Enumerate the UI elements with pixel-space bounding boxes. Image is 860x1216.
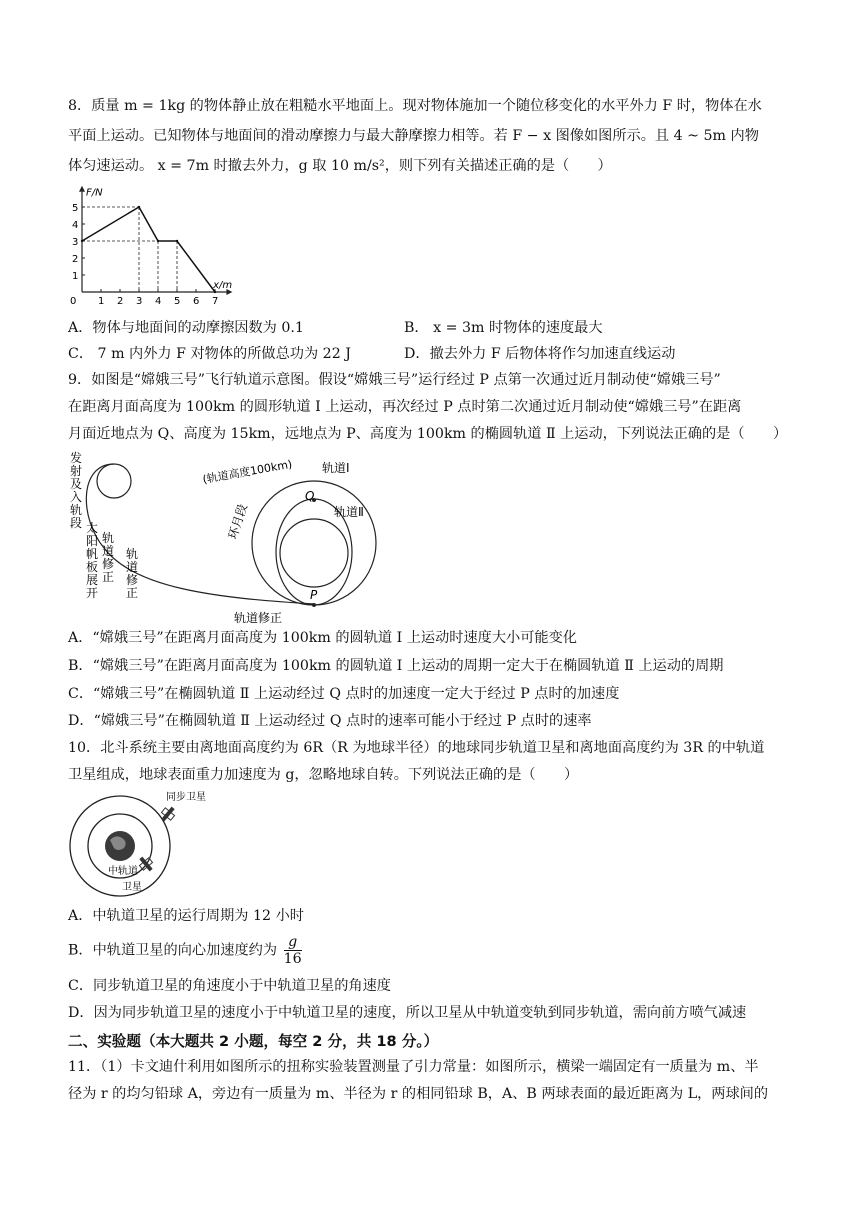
label-char: 轨: [126, 547, 139, 561]
label-char: 段: [70, 516, 83, 530]
orbit-height-label: (轨道高度100km): [201, 457, 294, 487]
label-char: 及: [70, 477, 83, 491]
y-tick-label: 4: [72, 220, 79, 231]
label-char: 轨: [70, 503, 83, 517]
q8-option-a: A．物体与地面间的动摩擦因数为 0.1: [68, 320, 304, 336]
q9-text-line3: 月面近地点为 Q、高度为 15km，远地点为 P、高度为 100km 的椭圆轨道 Ⅱ 上运动，下列说法正确的是（ ）: [68, 426, 788, 442]
q10-text-line1: 10．北斗系统主要由离地面高度约为 6R（R 为地球半径）的地球同步轨道卫星和离地面高度约为 3R 的中轨道: [68, 740, 765, 756]
label-char: 道: [102, 544, 115, 558]
fraction-g-over-16: [284, 934, 302, 967]
origin-label: 0: [70, 296, 77, 307]
y-axis-label: F/N: [86, 187, 103, 199]
transfer-trajectory: [86, 464, 314, 604]
data-point: [81, 240, 83, 242]
fraction-numerator: g: [284, 934, 302, 951]
sync-satellite-icon: [158, 804, 177, 824]
label-char: 修: [126, 573, 139, 587]
sync-satellite-label: 同步卫星: [166, 792, 206, 803]
orbit-1-label: 轨道Ⅰ: [322, 461, 350, 475]
x-tick-label: 5: [174, 296, 181, 307]
y-tick-label: 1: [72, 271, 79, 282]
series-line-F: [82, 207, 215, 292]
q8-text-line1: 8．质量 m = 1kg 的物体静止放在粗糙水平地面上。现对物体施加一个随位移变化的水平外力 F 时，物体在水: [68, 98, 762, 114]
q10-option-b-prefix: B．中轨道卫星的向心加速度约为: [68, 942, 278, 959]
q10-option-b: [68, 934, 302, 967]
orbit-correction-label-2: [126, 546, 138, 600]
label-char: 太: [86, 521, 99, 535]
q9-text-line2: 在距离月面高度为 100km 的圆形轨道 Ⅰ 上运动，再次经过 P 点时第二次通过近月制动使“嫦娥三号”在距离: [68, 399, 742, 415]
q9-option-b: B．“嫦娥三号”在距离月面高度为 100km 的圆轨道 Ⅰ 上运动的周期一定大于在椭圆轨道 Ⅱ 上运动的周期: [68, 658, 724, 674]
q11-text-line1: 11．（1）卡文迪什利用如图所示的扭称实验装置测量了引力常量：如图所示，横梁一端固定有一质量为 m、半: [68, 1059, 759, 1075]
label-char: 阳: [86, 534, 99, 548]
bottom-correction-label: 轨道修正: [234, 611, 283, 625]
point-p-label: P: [310, 588, 318, 602]
q9-option-c: C．“嫦娥三号”在椭圆轨道 Ⅱ 上运动经过 Q 点时的加速度一定大于经过 P 点时的加速度: [68, 686, 620, 702]
y-tick-label: 5: [72, 203, 79, 214]
q10-option-a: A．中轨道卫星的运行周期为 12 小时: [68, 908, 304, 924]
q10-option-d: D．因为同步轨道卫星的速度小于中轨道卫星的速度，所以卫星从中轨道变轨到同步轨道，需向前方喷气减速: [68, 1005, 747, 1021]
launch-earth-circle: [97, 464, 131, 498]
q10-text-line2: 卫星组成，地球表面重力加速度为 g，忽略地球自转。下列说法正确的是（ ）: [68, 767, 579, 783]
change3-orbit-diagram: [64, 448, 424, 628]
label-char: 发: [70, 451, 83, 465]
orbit-correction-label-1: [102, 530, 114, 584]
x-tick-label: 3: [136, 296, 143, 307]
label-char: 射: [70, 464, 83, 478]
x-tick-label: 6: [193, 296, 200, 307]
label-char: 展: [86, 573, 99, 587]
data-point: [176, 240, 178, 242]
orbit-2-label: 轨道Ⅱ: [334, 505, 364, 519]
x-tick-label: 2: [117, 296, 124, 307]
section-2-title: 二、实验题（本大题共 2 小题，每空 2 分，共 18 分。）: [68, 1033, 439, 1050]
q8-text-line3: 体匀速运动。 x = 7m 时撤去外力，g 取 10 m/s²，则下列有关描述正确的是（ ）: [68, 158, 612, 174]
fraction-denominator: 16: [283, 951, 302, 967]
mid-satellite-label-1: 中轨道: [108, 866, 138, 877]
label-char: 修: [102, 557, 115, 571]
q9-option-d: D．“嫦娥三号”在椭圆轨道 Ⅱ 上运动经过 Q 点时的速率可能小于经过 P 点时的速率: [68, 713, 592, 729]
q8-option-d: D．撤去外力 F 后物体将作匀加速直线运动: [404, 346, 676, 362]
q10-option-c: C．同步轨道卫星的角速度小于中轨道卫星的角速度: [68, 978, 391, 994]
label-char: 正: [126, 586, 139, 600]
q8-option-b: B． x = 3m 时物体的速度最大: [404, 320, 603, 336]
q9-option-a: A．“嫦娥三号”在距离月面高度为 100km 的圆轨道 Ⅰ 上运动时速度大小可能变化: [68, 630, 577, 646]
launch-segment-label: [70, 450, 82, 530]
x-axis-label: x/m: [213, 280, 233, 291]
data-point: [157, 240, 159, 242]
label-char: 正: [102, 570, 115, 584]
f-x-chart: [64, 180, 244, 310]
y-axis-arrow: [79, 186, 85, 192]
label-char: 轨: [102, 531, 115, 545]
q11-text-line2: 径为 r 的均匀铅球 A，旁边有一质量为 m、半径为 r 的相同铅球 B，A、B 两球表面的最近距离为 L，两球间的: [68, 1086, 769, 1102]
point-p-dot: [312, 603, 316, 607]
solar-panel-label: [86, 520, 98, 600]
beidou-orbit-diagram: [68, 790, 218, 900]
q8-option-c: C． 7 m 内外力 F 对物体的所做总功为 22 J: [68, 346, 351, 362]
label-char: 板: [86, 560, 99, 574]
label-char: 帆: [86, 547, 99, 561]
y-tick-label: 2: [72, 254, 79, 265]
x-tick-label: 1: [98, 296, 105, 307]
q8-text-line2: 平面上运动。已知物体与地面间的滑动摩擦力与最大静摩擦力相等。若 F − x 图像如图所示。且 4 ~ 5m 内物: [68, 128, 759, 144]
y-tick-label: 3: [72, 237, 79, 248]
label-char: 入: [70, 490, 83, 504]
point-q-label: Q: [305, 489, 315, 503]
label-char: 开: [86, 586, 99, 600]
x-tick-label: 7: [212, 296, 219, 307]
moon-segment-label: 环月段: [225, 502, 250, 541]
moon-circle: [280, 519, 348, 587]
x-tick-label: 4: [155, 296, 162, 307]
q9-text-line1: 9．如图是“嫦娥三号”飞行轨道示意图。假设“嫦娥三号”运行经过 P 点第一次通过近月制动使“嫦娥三号”: [68, 372, 721, 388]
data-point: [214, 291, 216, 293]
mid-satellite-label-2: 卫星: [122, 882, 142, 893]
data-point: [138, 206, 140, 208]
label-char: 道: [126, 560, 139, 574]
